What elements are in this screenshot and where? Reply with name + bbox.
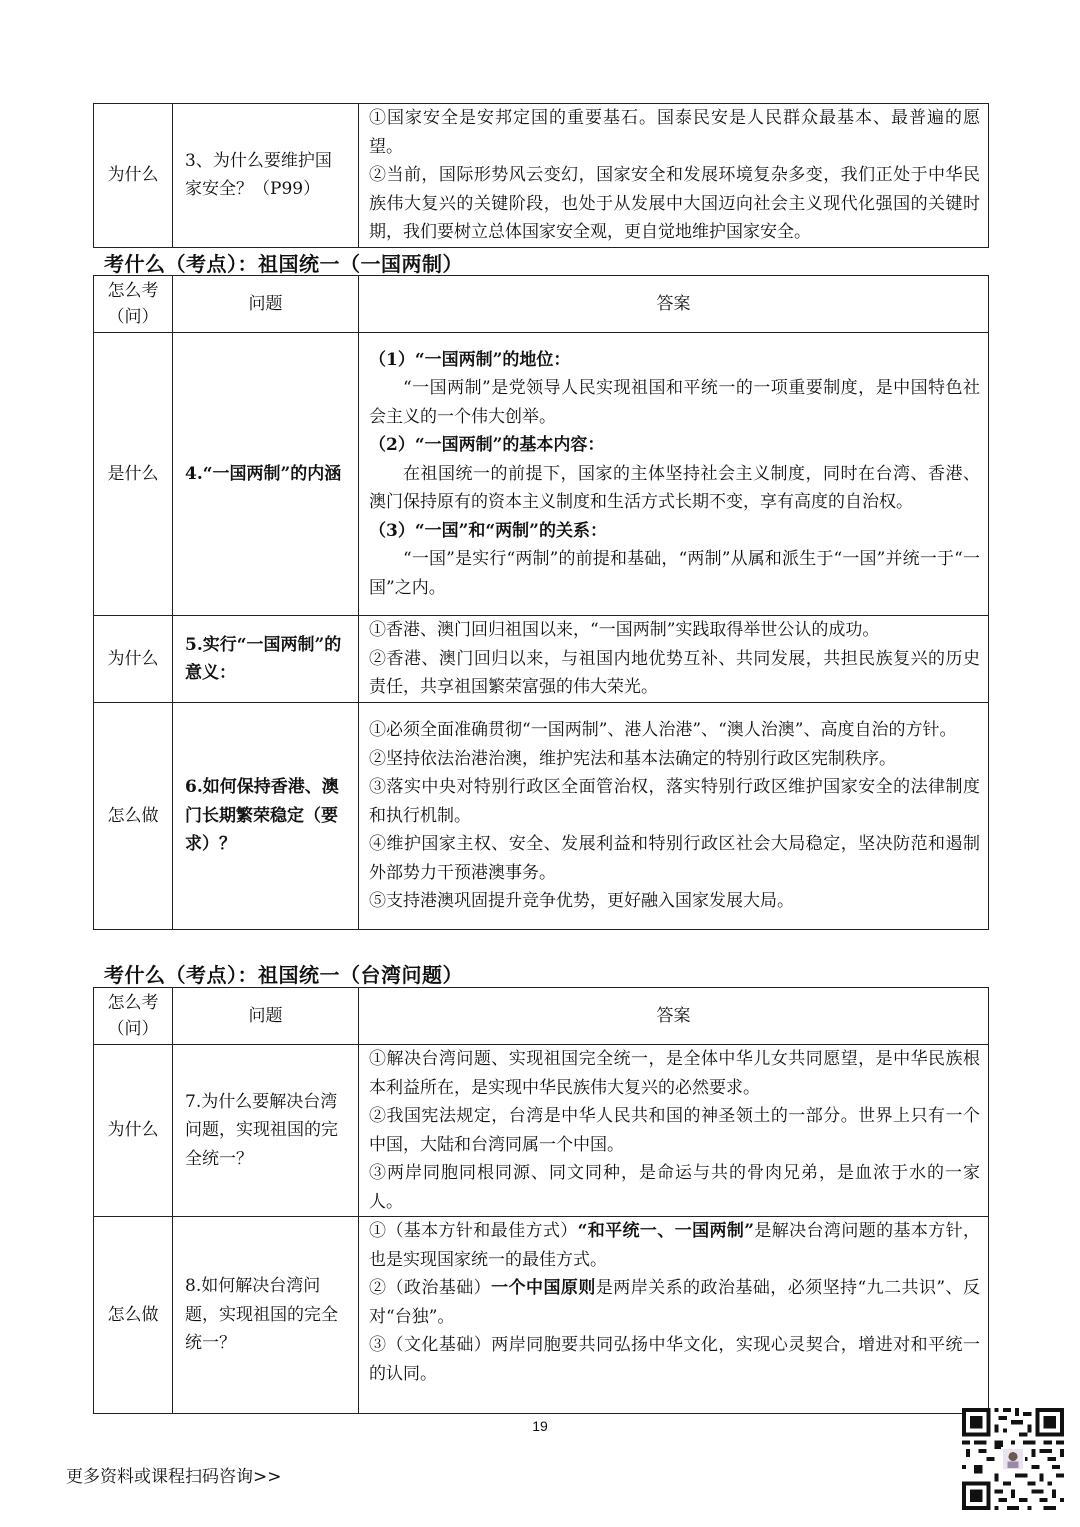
table-row — [94, 1217, 989, 1414]
answer-line: ③两岸同胞同根同源、同文同种，是命运与共的骨肉兄弟，是血浓于水的一家人。 — [369, 1163, 980, 1212]
row-question: 7.为什么要解决台湾问题，实现祖国的完全统一？ — [173, 1045, 359, 1217]
table-national-security — [93, 103, 989, 248]
section-title-one-country-two-systems: 考什么（考点）：祖国统一（一国两制） — [104, 252, 463, 276]
row-answer — [359, 1045, 989, 1217]
answer-line: 在祖国统一的前提下，国家的主体坚持社会主义制度，同时在台湾、香港、澳门保持原有的资本主义制度和生活方式长期不变，享有高度的自治权。 — [369, 463, 980, 513]
answer-key-phrase: 一个中国原则 — [491, 1278, 596, 1298]
row-category: 怎么做 — [94, 1217, 173, 1414]
row-answer — [359, 104, 989, 248]
row-category: 为什么 — [94, 1045, 173, 1217]
answer-line: ②当前，国际形势风云变幻，国家安全和发展环境复杂多变，我们正处于中华民族伟大复兴的关键阶段，也处于从发展中大国迈向社会主义现代化强国的关键时期，我们要树立总体国家安全观，更自觉地维护国家安全。 — [369, 165, 980, 242]
answer-line: ②坚持依法治港治澳，维护宪法和基本法确定的特别行政区宪制秩序。 — [369, 748, 896, 769]
table-header-row — [94, 276, 989, 333]
row-question: 5.实行“一国两制”的意义： — [173, 616, 359, 703]
answer-subheading: （3）“一国”和“两制”的关系： — [369, 520, 607, 541]
answer-line: ⑤支持港澳巩固提升竞争优势，更好融入国家发展大局。 — [369, 891, 794, 912]
table-one-country-two-systems — [93, 275, 989, 930]
row-answer — [359, 1217, 989, 1414]
header-question: 问题 — [173, 988, 359, 1045]
header-how-asked: 怎么考（问） — [94, 988, 173, 1045]
table-row — [94, 1045, 989, 1217]
row-question: 6.如何保持香港、澳门长期繁荣稳定（要求）？ — [173, 703, 359, 930]
page-number: 19 — [532, 1418, 548, 1434]
header-answer: 答案 — [359, 276, 989, 333]
header-question: 问题 — [173, 276, 359, 333]
answer-label: ①（基本方针和最佳方式） — [369, 1221, 578, 1241]
answer-line: “一国两制”是党领导人民实现祖国和平统一的一项重要制度，是中国特色社会主义的一个伟大创举。 — [369, 378, 980, 427]
row-category: 为什么 — [94, 104, 173, 248]
header-how-asked: 怎么考（问） — [94, 276, 173, 333]
table-row — [94, 703, 989, 930]
row-question: 4.“一国两制”的内涵 — [173, 333, 359, 616]
table-taiwan-question — [93, 987, 989, 1414]
answer-line: ①解决台湾问题、实现祖国完全统一，是全体中华儿女共同愿望，是中华民族根本利益所在，是实现中华民族伟大复兴的必然要求。 — [369, 1049, 980, 1098]
answer-key-phrase: “和平统一、一国两制” — [577, 1221, 755, 1241]
answer-line: ②我国宪法规定，台湾是中华人民共和国的神圣领土的一部分。世界上只有一个中国，大陆和台湾同属一个中国。 — [369, 1106, 980, 1155]
row-answer — [359, 703, 989, 930]
section-title-taiwan-question: 考什么（考点）：祖国统一（台湾问题） — [104, 963, 463, 987]
row-question: 3、为什么要维护国家安全？（P99） — [173, 104, 359, 248]
answer-line — [369, 1274, 980, 1331]
row-answer — [359, 333, 989, 616]
answer-line: ③（文化基础）两岸同胞要共同弘扬中华文化，实现心灵契合，增进对和平统一的认同。 — [369, 1335, 980, 1384]
answer-line — [369, 1217, 980, 1274]
row-answer — [359, 616, 989, 703]
qr-code-icon[interactable] — [962, 1408, 1064, 1510]
row-category: 怎么做 — [94, 703, 173, 930]
answer-subheading: （2）“一国两制”的基本内容： — [369, 435, 605, 456]
answer-line: ②香港、澳门回归以来，与祖国内地优势互补、共同发展，共担民族复兴的历史责任，共享祖国繁荣富强的伟大荣光。 — [369, 648, 980, 698]
answer-line: ④维护国家主权、安全、发展利益和特别行政区社会大局稳定，坚决防范和遏制外部势力干预港澳事务。 — [369, 834, 980, 883]
row-question: 8.如何解决台湾问题，实现祖国的完全统一？ — [173, 1217, 359, 1414]
answer-line: ①必须全面准确贯彻“一国两制”、港人治港”、“澳人治澳”、高度自治的方针。 — [369, 720, 957, 741]
header-answer: 答案 — [359, 988, 989, 1045]
table-row — [94, 104, 989, 248]
answer-label: ②（政治基础） — [369, 1278, 492, 1298]
answer-line: “一国”是实行“两制”的前提和基础，“两制”从属和派生于“一国”并统一于“一国”之内。 — [369, 549, 980, 598]
answer-text: 是解决台湾问题的基本方针，也是实现国家统一的最佳方式。 — [369, 1221, 981, 1270]
answer-line: ①香港、澳门回归祖国以来，“一国两制”实践取得举世公认的成功。 — [369, 620, 880, 641]
table-header-row — [94, 988, 989, 1045]
table-row — [94, 616, 989, 703]
answer-line: ③落实中央对特别行政区全面管治权，落实特别行政区维护国家安全的法律制度和执行机制。 — [369, 777, 980, 826]
answer-subheading: （1）“一国两制”的地位： — [369, 349, 571, 370]
table-row — [94, 333, 989, 616]
answer-text: 是两岸关系的政治基础，必须坚持“九二共识”、反对“台独”。 — [369, 1278, 981, 1327]
answer-line: ①国家安全是安邦定国的重要基石。国泰民安是人民群众最基本、最普遍的愿望。 — [369, 108, 980, 157]
row-category: 为什么 — [94, 616, 173, 703]
row-category: 是什么 — [94, 333, 173, 616]
footer-text: 更多资料或课程扫码咨询>> — [66, 1467, 282, 1487]
